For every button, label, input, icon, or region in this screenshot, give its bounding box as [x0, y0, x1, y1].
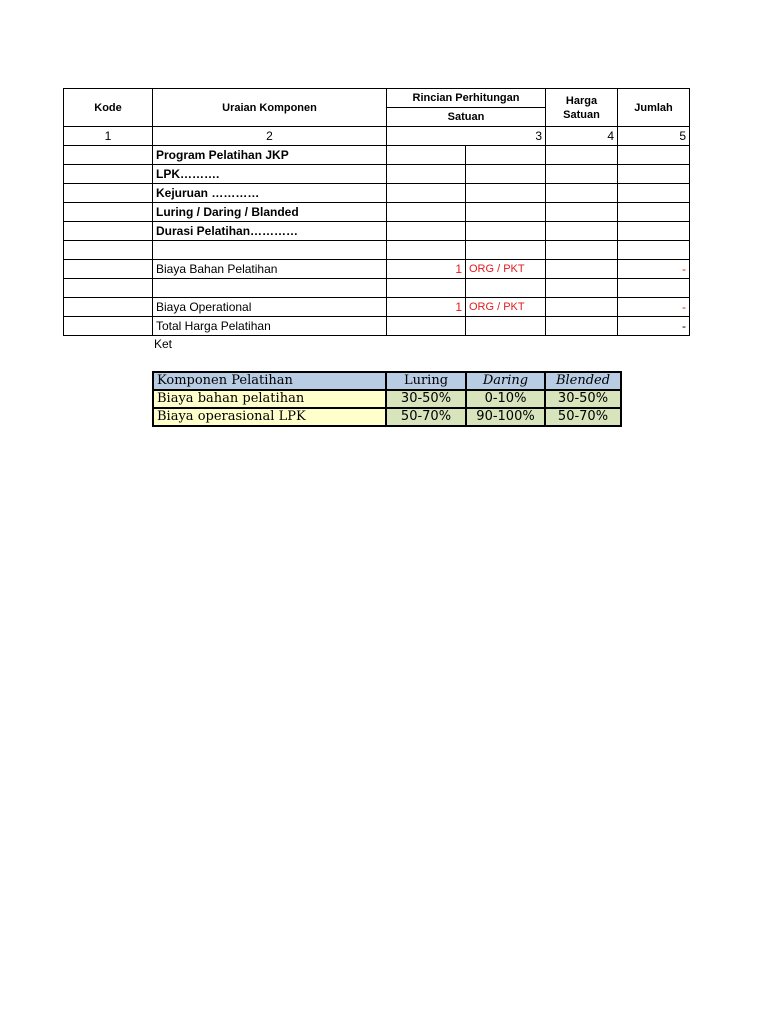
table-row [64, 317, 690, 336]
komponen-value: 0-10% [466, 390, 545, 408]
kejuruan-label: Kejuruan ………… [153, 184, 387, 203]
table-row [64, 184, 690, 203]
table-row [64, 222, 690, 241]
bahan-label: Biaya Bahan Pelatihan [153, 260, 387, 279]
operasional-qty: 1 [387, 298, 466, 317]
header-rincian: Rincian Perhitungan [387, 89, 546, 108]
komponen-percentage-table [152, 371, 622, 427]
lpk-label: LPK………. [153, 165, 387, 184]
mode-label: Luring / Daring / Blanded [153, 203, 387, 222]
durasi-label: Durasi Pelatihan………… [153, 222, 387, 241]
komponen-value: 30-50% [545, 390, 621, 408]
col-num-4: 4 [546, 127, 618, 146]
col-num-3: 3 [387, 127, 546, 146]
table-row [153, 408, 621, 426]
table-row [64, 165, 690, 184]
column-number-row [64, 127, 690, 146]
komponen-value: 50-70% [386, 408, 466, 426]
total-jumlah: - [618, 317, 690, 336]
komponen-value: 90-100% [466, 408, 545, 426]
header-harga-line2: Satuan [563, 108, 600, 121]
header-harga-line1: Harga [565, 94, 598, 107]
komponen-header-label: Komponen Pelatihan [153, 372, 386, 390]
table-row [64, 298, 690, 317]
table-row [153, 390, 621, 408]
header-uraian: Uraian Komponen [153, 89, 387, 127]
program-label: Program Pelatihan JKP [153, 146, 387, 165]
col-num-5: 5 [618, 127, 690, 146]
komponen-value: 30-50% [386, 390, 466, 408]
bahan-unit: ORG / PKT [466, 260, 546, 279]
col-num-1: 1 [64, 127, 153, 146]
table-row [64, 146, 690, 165]
col-num-2: 2 [153, 127, 387, 146]
table-row [64, 241, 690, 260]
ket-note: Ket [154, 337, 173, 351]
komponen-header-row [153, 372, 621, 390]
header-harga-satuan [546, 89, 618, 127]
bahan-jumlah: - [618, 260, 690, 279]
operasional-unit: ORG / PKT [466, 298, 546, 317]
operasional-jumlah: - [618, 298, 690, 317]
header-jumlah: Jumlah [618, 89, 690, 127]
header-row-1 [64, 89, 690, 108]
header-kode: Kode [64, 89, 153, 127]
header-satuan: Satuan [387, 108, 546, 127]
table-row [64, 203, 690, 222]
komponen-header-daring: Daring [466, 372, 545, 390]
komponen-row-label: Biaya bahan pelatihan [153, 390, 386, 408]
table-row [64, 260, 690, 279]
operasional-label: Biaya Operational [153, 298, 387, 317]
komponen-header-luring: Luring [386, 372, 466, 390]
komponen-row-label: Biaya operasional LPK [153, 408, 386, 426]
komponen-header-blended: Blended [545, 372, 621, 390]
total-label: Total Harga Pelatihan [153, 317, 387, 336]
budget-table [63, 88, 690, 336]
bahan-qty: 1 [387, 260, 466, 279]
komponen-value: 50-70% [545, 408, 621, 426]
table-row [64, 279, 690, 298]
